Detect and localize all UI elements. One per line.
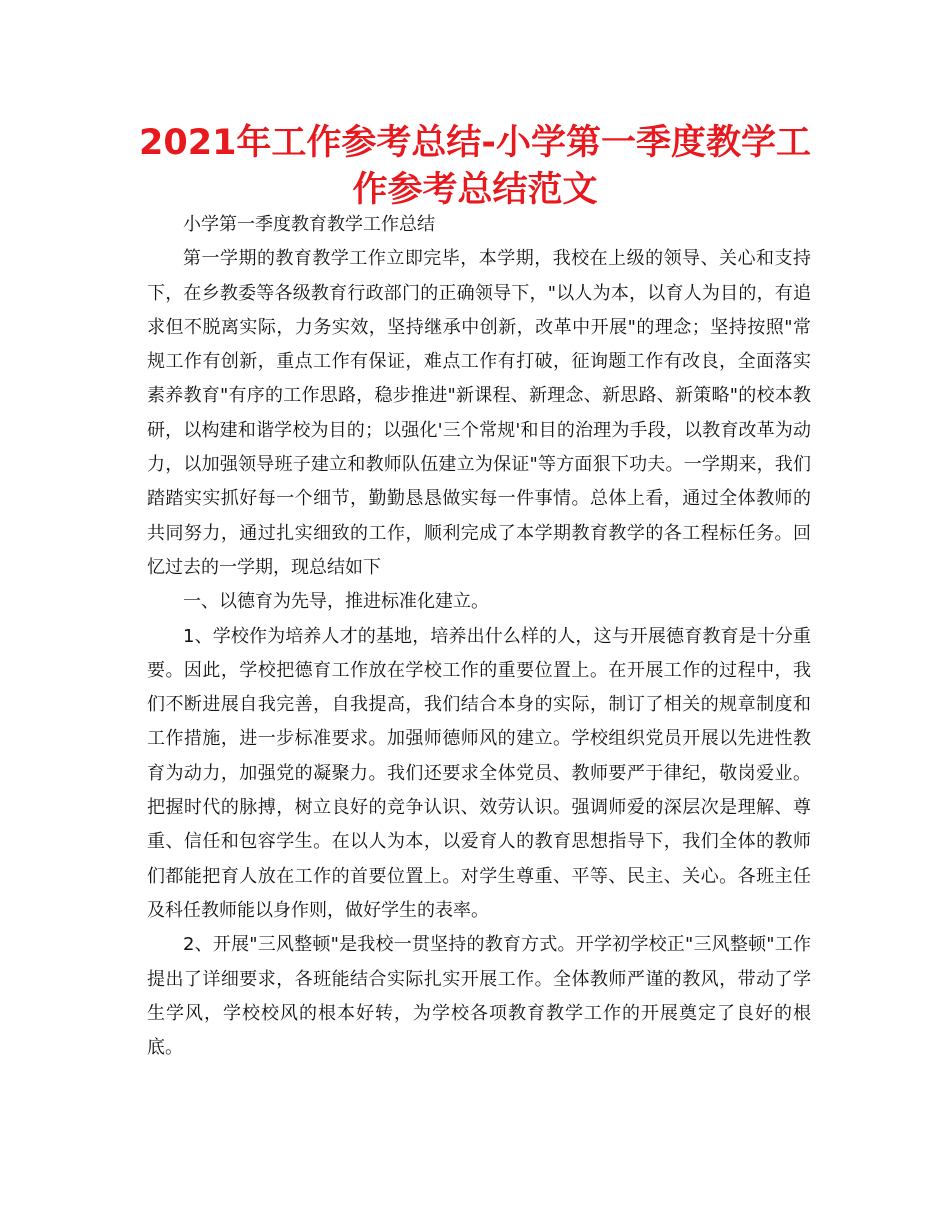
intro-paragraph: 第一学期的教育教学工作立即完毕，本学期，我校在上级的领导、关心和支持下，在乡教委等各级教育行政部门的正确领导下，"以人为本，以育人为目的，有追求但不脱离实际，力务实效，坚持继承中创新，改革中开展"的理念；坚持按照"常规工作有创新，重点工作有保证，难点工作有打破，征询题工作有改良，全面落实素养教育"有序的工作思路，稳步推进"新课程、新理念、新思路、新策略"的校本教研，以构建和谐学校为目的；以强化'三个常规'和目的治理为手段，以教育改革为动力，以加强领导班子建立和教师队伍建立为保证"等方面狠下功夫。一学期来，我们踏踏实实抓好每一个细节，勤勤恳恳做实每一件事情。总体上看，通过全体教师的共同努力，通过扎实细致的工作，顺利完成了本学期教育教学的各工程标任务。回忆过去的一学期，现总结如下 [147,248,811,578]
document-body [147,208,811,1065]
document-title: 2021年工作参考总结-小学第一季度教学工作参考总结范文 [139,123,811,210]
section-heading: 小学第一季度教育教学工作总结 [183,214,435,235]
section-one-heading: 一、以德育为先导，推进标准化建立。 [183,591,489,613]
paragraph-item-1: 1、学校作为培养人才的基地，培养出什么样的人，这与开展德育教育是十分重要。因此，学校把德育工作放在学校工作的重要位置上。在开展工作的过程中，我们不断进展自我完善，自我提高，我们结合本身的实际，制订了相关的规章制度和工作措施，进一步标准要求。加强师德师风的建立。学校组织党员开展以先进性教育为动力，加强党的凝聚力。我们还要求全体党员、教师要严于律纪，敬岗爱业。把握时代的脉搏，树立良好的竞争认识、效劳认识。强调师爱的深层次是理解、尊重、信任和包容学生。在以人为本，以爱育人的教育思想指导下，我们全体的教师们都能把育人放在工作的首要位置上。对学生尊重、平等、民主、关心。各班主任及科任教师能以身作则，做好学生的表率。 [147,625,811,921]
paragraph-item-2: 2、开展"三风整顿"是我校一贯坚持的教育方式。开学初学校正"三风整顿"工作提出了详细要求，各班能结合实际扎实开展工作。全体教师严谨的教风，带动了学生学风，学校校风的根本好转，为学校各项教育教学工作的开展奠定了良好的根底。 [147,934,811,1059]
